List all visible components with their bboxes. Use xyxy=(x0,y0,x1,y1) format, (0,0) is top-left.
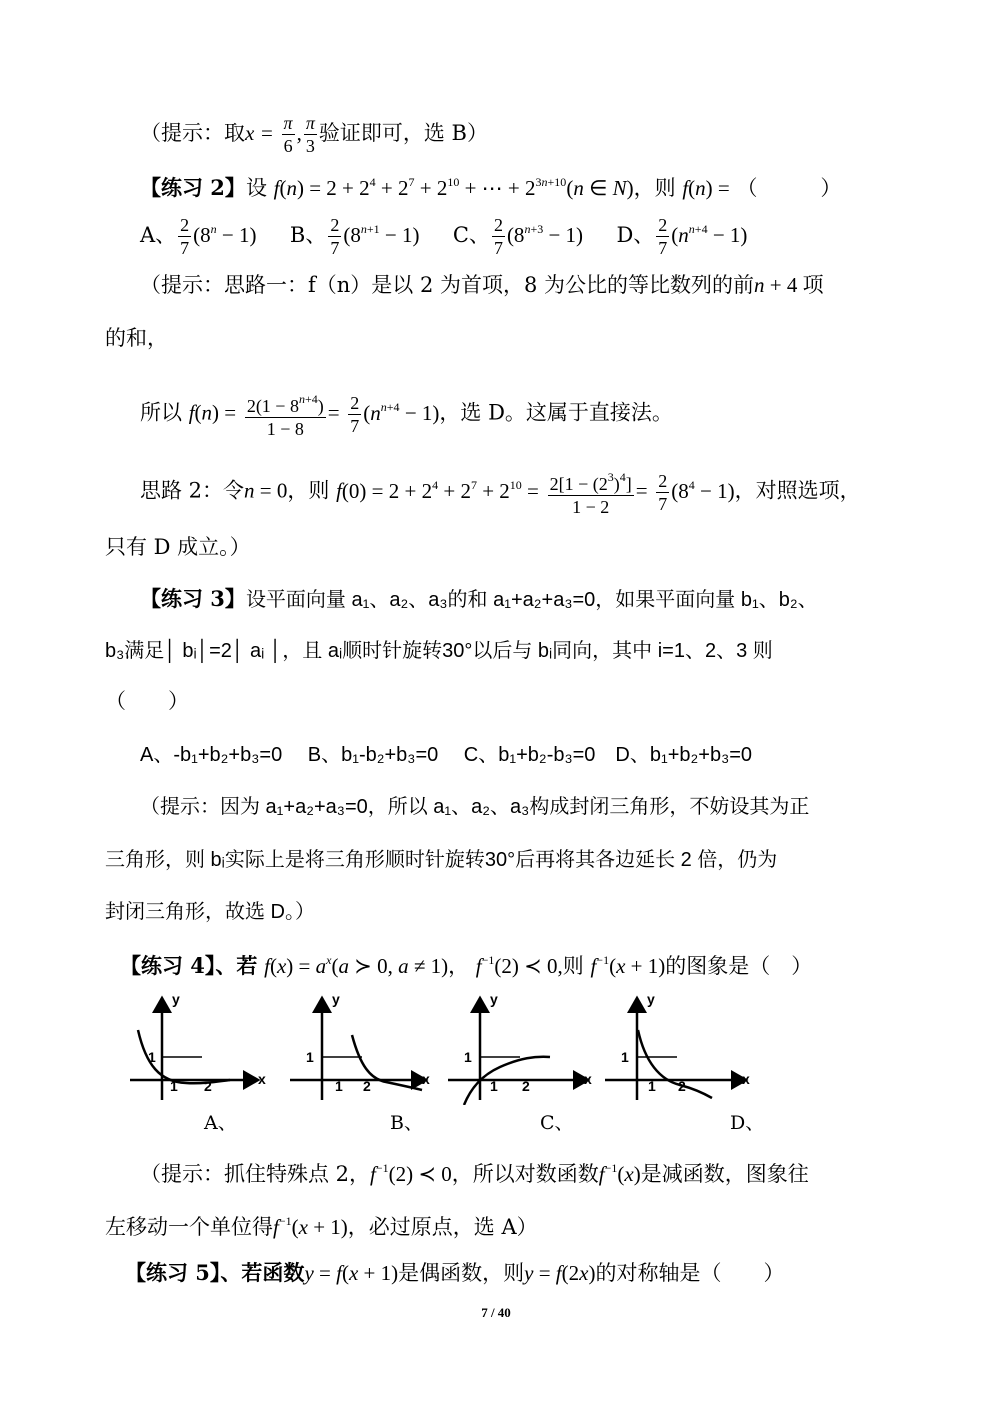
svg-text:1: 1 xyxy=(170,1078,178,1094)
exercise-3-line-1: 【练习 3】设平面向量 a₁、a₂、a₃的和 a₁+a₂+a₃=0，如果平面向量 b₁、b₂、 xyxy=(140,586,818,611)
svg-text:1: 1 xyxy=(335,1078,343,1094)
svg-text:x: x xyxy=(258,1071,266,1087)
svg-text:1: 1 xyxy=(490,1078,498,1094)
graph-label-c: C、 xyxy=(540,1112,574,1134)
hint-2-line-2: 的和， xyxy=(105,326,168,350)
hint-1: （提示：取x = $\frac{\pi}{6}$ , $\frac{\pi}{3}$ 验证即可，选 B） xyxy=(140,113,488,156)
svg-text:x: x xyxy=(584,1071,592,1087)
svg-text:1: 1 xyxy=(621,1049,629,1065)
graph-label-a: A、 xyxy=(204,1112,237,1134)
exercise-2-options: A、 $\frac{2}{7}$ $(8^n - 1)$ B、 $\frac{2}{7}$ $(8^{n+1} - 1)$ C、 $\frac{2}{7}$ $(8^{n+3} - 1)$ D、 $\frac{2}{7}$ $(n^{n+4} - 1)$ xyxy=(140,215,748,258)
graph-label-d: D、 xyxy=(730,1112,765,1134)
exercise-2: 【练习 2】设 $f(n) = 2 + 2^4 + 2^7 + 2^{10}$ + ⋯ + $2^{3n+10}(n$ ∈ N)，则 f(n) = （ ） xyxy=(140,175,842,200)
hint-4-line-2: 左移动一个单位得$f^{-1}(x + 1)$，必过原点，选 A） xyxy=(105,1214,538,1239)
svg-text:y: y xyxy=(647,991,655,1007)
svg-text:2: 2 xyxy=(363,1078,371,1094)
svg-text:y: y xyxy=(490,991,498,1007)
exercise-4: 【练习 4】、若 $f(x) = a^x(a$ ≻ 0, a ≠ 1)， $f^{-1}(2)$ ≺ 0,则 $f^{-1}(x + 1)$的图象是（ ） xyxy=(120,953,813,978)
svg-text:y: y xyxy=(172,991,180,1007)
hint-4-line-1: （提示：抓住特殊点 2，$f^{-1}(2)$ ≺ 0，所以对数函数$f^{-1}(x)$是减函数，图象往 xyxy=(140,1161,809,1186)
function-graphs xyxy=(130,990,770,1105)
hint-2-line-1: （提示：思路一：f（n）是以 2 为首项，8 为公比的等比数列的前n + 4 项 xyxy=(140,273,824,297)
svg-text:1: 1 xyxy=(648,1078,656,1094)
hint-2-line-3: 所以 f(n) = $\frac{2(1 - 8^{n+4})}{1 - 8}$ = $\frac{2}{7}$ $(n^{n+4} - 1)$，选 D。这属于直接法。 xyxy=(140,388,673,440)
hint-3-line-2: 三角形，则 bᵢ实际上是将三角形顺时针旋转30°后再将其各边延长 2 倍，仍为 xyxy=(105,849,778,871)
svg-text:x: x xyxy=(422,1071,430,1087)
hint-3-line-3: 封闭三角形，故选 D。） xyxy=(105,901,315,923)
page-number: 7 / 40 xyxy=(481,1305,511,1320)
svg-text:2: 2 xyxy=(204,1078,212,1094)
exercise-3-line-2: b₃满足│ bᵢ│=2│ aᵢ │，且 aᵢ顺时针旋转30°以后与 bᵢ同向，其中 i=1、2、3 则 xyxy=(105,640,773,662)
exercise-5: 【练习 5】、若函数y = f(x + 1)是偶函数，则y = f(2x)的对称轴是（ ） xyxy=(125,1260,785,1285)
svg-text:1: 1 xyxy=(306,1049,314,1065)
svg-text:1: 1 xyxy=(148,1049,156,1065)
svg-text:y: y xyxy=(332,991,340,1007)
exercise-3-options: A、-b₁+b₂+b₃=0 B、b₁-b₂+b₃=0 C、b₁+b₂-b₃=0 D、b₁+b₂+b₃=0 xyxy=(140,744,753,766)
svg-text:2: 2 xyxy=(522,1078,530,1094)
hint-3-line-1: （提示：因为 a₁+a₂+a₃=0，所以 a₁、a₂、a₃构成封闭三角形，不妨设其为正 xyxy=(140,796,810,818)
svg-text:1: 1 xyxy=(464,1049,472,1065)
svg-text:x: x xyxy=(742,1071,750,1087)
svg-text:2: 2 xyxy=(678,1078,686,1094)
hint-2-line-5: 只有 D 成立。） xyxy=(105,535,251,559)
graph-label-b: B、 xyxy=(390,1112,423,1134)
exercise-3-line-3: （ ） xyxy=(105,689,189,713)
hint-2-line-4: 思路 2：令n = 0，则 $f(0) = 2 + 2^4 + 2^7 + 2^{10}$ = $\frac{2[1 - (2^3)^4]}{1 - 2}$ = $\frac{2}{7}$ $(8^4 - 1)$，对照选项， xyxy=(140,466,861,518)
